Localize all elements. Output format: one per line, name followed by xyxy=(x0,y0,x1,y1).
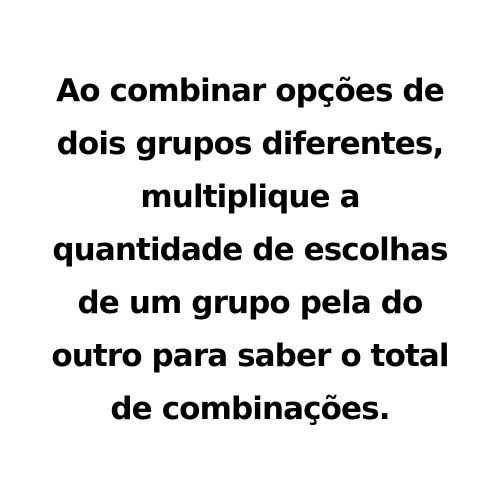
tip-line-4: quantidade de escolhas xyxy=(52,231,448,268)
tip-line-6: outro para saber o total xyxy=(51,337,449,374)
tip-line-2: dois grupos diferentes, xyxy=(56,125,444,162)
tip-line-3: multiplique a xyxy=(140,178,360,215)
tip-line-7: de combinações. xyxy=(110,390,390,427)
tip-text xyxy=(10,65,490,436)
tip-line-5: de um grupo pela do xyxy=(77,284,423,321)
tip-line-1: Ao combinar opções de xyxy=(56,72,444,109)
